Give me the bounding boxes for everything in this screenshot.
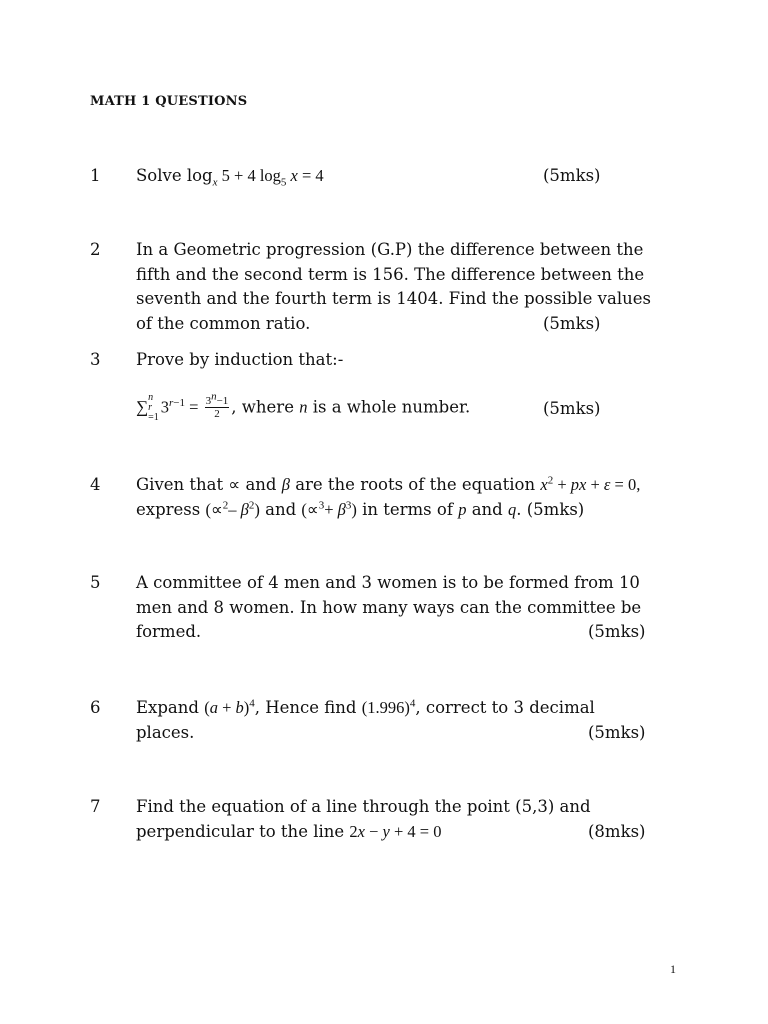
page-number: 1 [670,962,676,976]
question-number: 2 [90,240,101,259]
induction-formula: ∑ n r =1 $3^{r-1}$ = $\frac{3^n-1}{2}$ , where n is a whole number. (5mks) [136,390,601,423]
question-text-line: men and 8 women. In how many ways can the committee be [136,597,642,617]
question-number: 1 [90,166,101,185]
question-number: 7 [90,797,101,816]
marks-label: (5mks) [588,722,646,742]
question-number: 4 [90,475,101,494]
question-number: 3 [90,350,101,369]
question-text-line: formed. [136,622,202,642]
marks-label: (5mks) [526,499,585,519]
marks-label: (8mks) [588,821,646,841]
marks-label: (5mks) [543,313,601,333]
question-text-line: of the common ratio. [136,313,311,333]
question-text-line: Find the equation of a line through the point (5,3) and [136,797,591,816]
exam-page: MATH 1 QUESTIONS 1 Solve $\log_x 5 + 4$ $\log_5 x = 4$ (5mks) 2 In a Geometric progression (G.P) the difference between the fifth and the second term is 156. The difference between the seventh and the fourth term is 1404. Find the possible values of the common ratio. (5mks) 3 Prove by induction that:- ∑ n r =1 $3^{r-1}$ = $\frac{3^n-1}{2}$ , where n is a whole number. (5mks) 4 Given that ∝ and β are the roots of the equation $x^2$ + px + ε = 0, express (∝$^2$– $\beta^2$) and $(\propto^3+ \beta^3)$ in terms of p and q. (5mks) 5 A committee of 4 men and 3 women is to be formed from 10 men and 8 women. In how many ways can the committee be formed. (5mks) 6 Expand $(a + b)^4$, Hence find $(1.996)^4$, correct to 3 decimal places. (5mks) 7 Find the equation of a line through the point (5,3) and perpendicular to the line 2x − y + 4 = 0 (8mks) 1 [90,94,676,976]
marks-label: (5mks) [588,622,646,642]
question-number: 5 [90,573,101,592]
question-text-line: fifth and the second term is 156. The difference between the [136,264,645,284]
question-text: Solve log [136,166,213,185]
question-text-line: In a Geometric progression (G.P) the difference between the [136,240,644,259]
marks-label: (5mks) [543,166,601,185]
question-intro: Prove by induction that:- [136,350,344,369]
marks-label: (5mks) [543,398,601,418]
question-number: 6 [90,698,101,717]
question-text-line: A committee of 4 men and 3 women is to be formed from 10 [136,573,640,592]
question-text-line: seventh and the fourth term is 1404. Find the possible values [136,289,651,309]
page-heading: MATH 1 QUESTIONS [90,94,248,109]
